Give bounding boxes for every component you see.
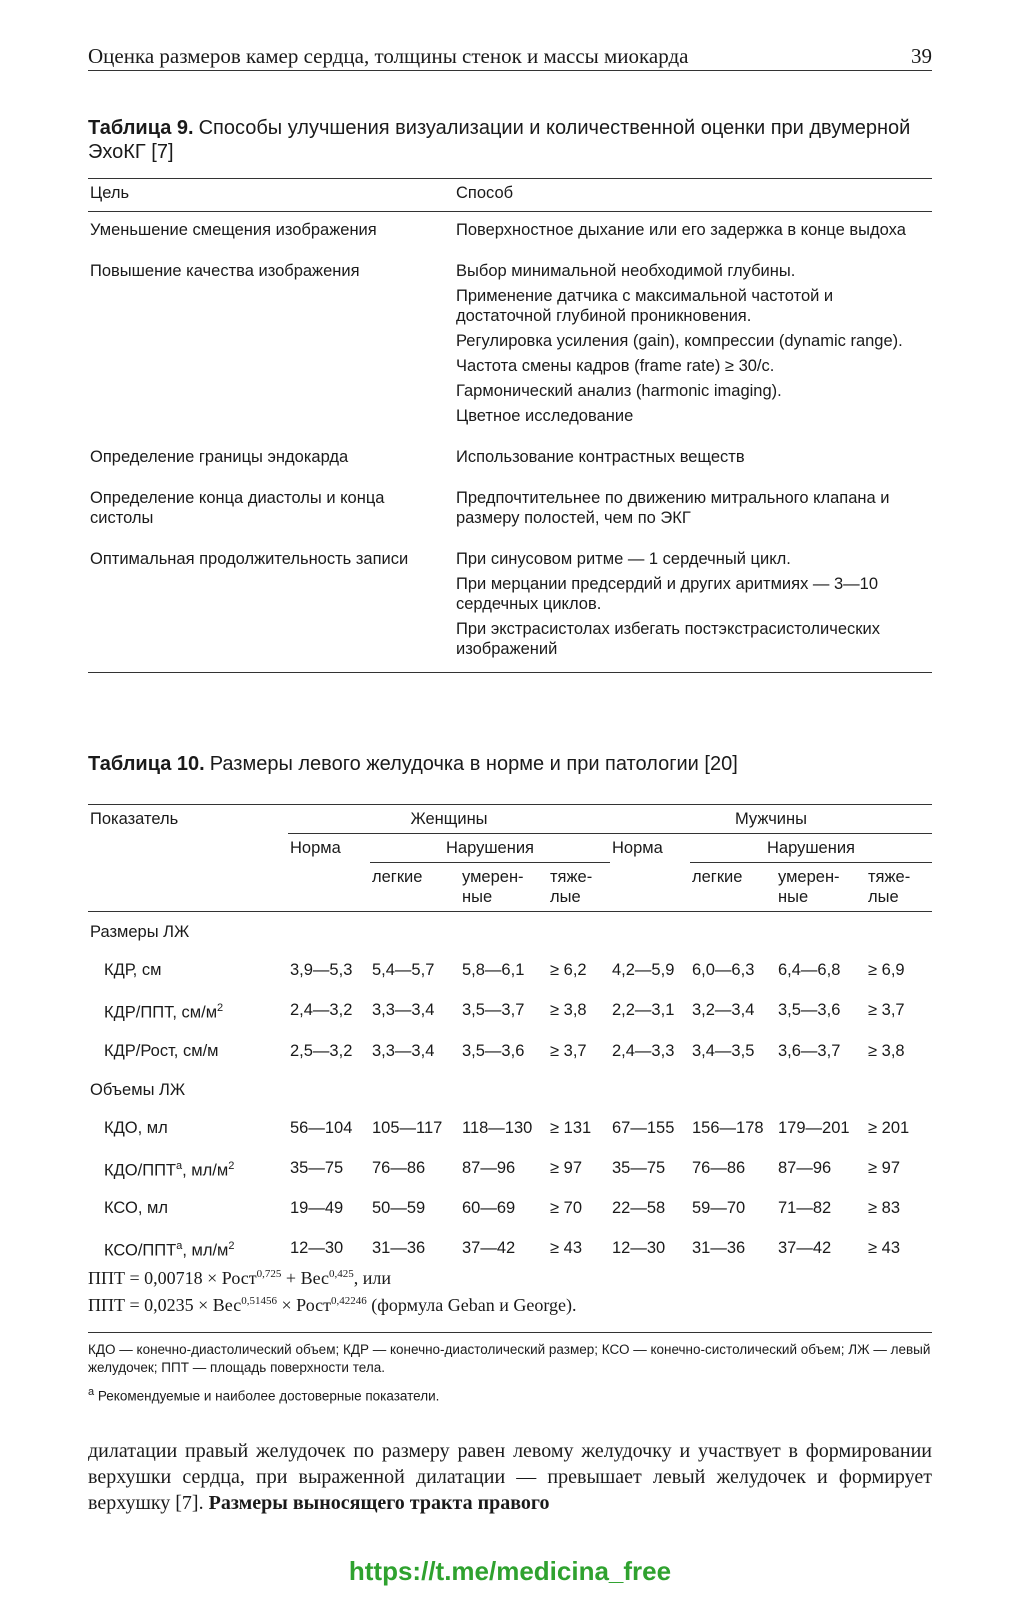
table10-women-severe: тяже-лые [550,868,593,906]
row-label-footnote-mark: а [176,1159,183,1172]
table10-value-cell: 2,4—3,3 [612,1041,675,1060]
table9-method-cell [454,480,932,541]
table10-value-cell: 71—82 [778,1199,832,1217]
formula-1-part: ППТ = 0,00718 × Рост [88,1268,257,1288]
table10-women-disorders: Нарушения [370,834,610,863]
table10-value-cell: 5,4—5,7 [372,961,435,979]
table10-value-cell: 3,9—5,3 [290,961,353,979]
row-label-text: КДО/ППТ [104,1161,177,1179]
table10-value-cell: 2,4—3,2 [290,1001,353,1020]
table9-method-item: Применение датчика с максимальной частотой и достаточной глубиной проникновения. [456,287,834,325]
table10-value-cell: ≥ 70 [550,1199,582,1217]
table10-men-severe: тяже-лые [868,868,911,906]
table10-value-cell: ≥ 6,2 [550,961,587,979]
table10-value-cell: ≥ 6,9 [868,961,905,979]
table9-method-item: Выбор минимальной необходимой глубины. [456,262,796,280]
table10-row-label [88,1147,288,1190]
table10-notes [88,1332,932,1412]
table10-value-cell: 4,2—5,9 [612,961,675,979]
table10-row [88,1109,932,1147]
table10-women-norm: Норма [290,839,341,857]
table10-value-cell: 12—30 [290,1239,344,1258]
table9-method-item: При синусовом ритме — 1 сердечный цикл. [456,550,791,568]
table10-value-cell: 3,6—3,7 [778,1041,841,1060]
table9-row [88,439,932,480]
table9-method-item: При мерцании предсердий и других аритмиях — 3—10 сердечных циклов. [456,575,879,613]
table10-value-cell: 3,5—3,7 [462,1001,525,1020]
table10-value-cell: 87—96 [778,1158,832,1177]
table10-value-cell: 31—36 [692,1239,746,1258]
table10-value-cell: 3,5—3,6 [462,1041,525,1060]
table9-method-item: Частота смены кадров (frame rate) ≥ 30/с. [456,357,775,375]
table10-value-cell: 6,4—6,8 [778,961,841,979]
table10-value-cell: ≥ 43 [868,1239,900,1258]
table9-method-cell [454,253,932,439]
table10-row-label [88,989,288,1032]
table10-value-cell: 87—96 [462,1158,516,1177]
table9-goal-cell: Уменьшение смещения изображения [90,221,377,239]
table10-row [88,1032,932,1070]
table10-value-cell: 3,3—3,4 [372,1001,435,1020]
footnote-a [88,1383,932,1406]
formula-1-exp: 0,425 [329,1268,354,1280]
row-label-unit: , мл/м [182,1241,229,1260]
table9-caption [88,116,932,164]
running-title: Оценка размеров камер сердца, толщины стенок и массы миокарда [88,44,689,68]
table10-value-cell: 59—70 [692,1199,746,1217]
formula-1-part: + Вес [281,1268,330,1288]
table10-value-cell: 179—201 [778,1118,850,1137]
formula-2 [88,1289,932,1317]
table10-value-cell: ≥ 83 [868,1199,900,1217]
row-label-text: КДР/ППТ, см/м [104,1003,218,1022]
table10-value-cell: 22—58 [612,1199,666,1217]
table10-row-label [88,951,288,989]
row-label-text: КСО, мл [104,1199,168,1217]
table10-group-row [88,912,932,952]
row-label-text: КДО, мл [104,1118,168,1137]
table10-group-title: Размеры ЛЖ [90,923,190,941]
table10-caption [88,752,932,776]
table10-value-cell: 3,2—3,4 [692,1001,755,1020]
formula-1-exp: 0,725 [256,1268,282,1280]
formula-2-part: (формула Geban и George). [366,1295,577,1315]
formula-1-part: , или [353,1268,392,1288]
table10-women-mild: легкие [372,868,423,886]
table9-label: Таблица 9. [88,117,194,139]
formula-2-part: ППТ = 0,0235 × Вес [88,1295,242,1315]
table10-value-cell: 3,5—3,6 [778,1001,841,1020]
table10-value-cell: 35—75 [612,1158,666,1177]
row-label-unit-exponent: 2 [217,1002,224,1014]
table10-value-cell: ≥ 43 [550,1239,582,1258]
row-label-unit: , мл/м [182,1161,229,1179]
table10-row [88,1189,932,1227]
table10-value-cell: ≥ 131 [550,1118,592,1137]
table10-value-cell: 76—86 [692,1158,746,1177]
table9-method-cell [454,212,932,254]
table10-value-cell: 118—130 [462,1118,533,1137]
table9-row [88,541,932,673]
telegram-link[interactable]: https://t.me/medicina_free [348,1556,672,1586]
body-text: дилатации правый желудочек по размеру равен левому желудочку и участвует в формировании верхушки сердца, при выраженной дилатации — превышает левый желудочек и формирует верхушку [7]. [88,1440,932,1514]
table9-goal-cell: Оптимальная продолжительность записи [90,550,409,568]
formula-1 [88,1262,932,1290]
table10-value-cell: 12—30 [612,1239,666,1258]
table10-value-cell: 37—42 [778,1239,832,1258]
table10-men-norm: Норма [612,839,663,857]
table10-value-cell: 3,4—3,5 [692,1041,755,1060]
table10-value-cell: 31—36 [372,1239,426,1258]
table9-row [88,253,932,439]
table10-value-cell: 156—178 [692,1118,764,1137]
table9-col-goal: Цель [90,184,130,202]
table10-value-cell: ≥ 201 [868,1118,910,1137]
body-paragraph [88,1438,932,1516]
footnote-text: Рекомендуемые и наиболее достоверные показатели. [94,1388,440,1404]
table9-goal-cell: Определение конца диастолы и конца систолы [90,489,385,527]
table10 [88,804,932,1270]
table9-method-item: Предпочтительнее по движению митрального клапана и размеру полостей, чем по ЭКГ [456,489,890,527]
table10-value-cell: 19—49 [290,1199,344,1217]
table9-method-item: Гармонический анализ (harmonic imaging). [456,382,782,400]
row-label-footnote-mark: а [176,1240,183,1252]
table9-goal-cell: Определение границы эндокарда [90,448,349,466]
table10-value-cell: 105—117 [372,1118,443,1137]
table10-group-title: Объемы ЛЖ [90,1080,186,1099]
table10-label: Таблица 10. [88,753,205,775]
table10-men-moderate: умерен-ные [778,868,840,906]
table9-method-cell [454,439,932,480]
table10-value-cell: ≥ 3,7 [868,1001,905,1020]
table10-col-men: Мужчины [610,805,932,834]
abbreviations-note: КДО — конечно-диастолический объем; КДР — конечно-диастолический размер; КСО — конечно-систолический объем; ЛЖ — левый желудочек; ППТ — площадь поверхности тела. [88,1342,931,1375]
formula-2-exp: 0,42246 [331,1295,367,1307]
row-label-unit-exponent: 2 [228,1240,235,1252]
table10-value-cell: 2,2—3,1 [612,1001,675,1020]
running-header [88,44,932,71]
table10-value-cell: ≥ 3,8 [868,1041,905,1060]
table10-group-row [88,1070,932,1109]
body-bold-heading: Размеры выносящего тракта правого [208,1492,550,1514]
table10-caption-text: Размеры левого желудочка в норме и при патологии [20] [209,753,738,775]
table10-col-indicator: Показатель [90,810,179,828]
row-label-text: КДР, см [104,961,162,979]
table10-value-cell: 37—42 [462,1239,516,1258]
table10-value-cell: 56—104 [290,1118,353,1137]
table9-row [88,212,932,254]
table10-women-moderate: умерен-ные [462,868,524,906]
table9-method-item: Цветное исследование [456,407,634,425]
table10-value-cell: ≥ 3,8 [550,1001,587,1020]
table9-method-item: Использование контрастных веществ [456,448,745,466]
table9-col-method: Способ [456,184,514,202]
table10-value-cell: 35—75 [290,1158,344,1177]
table10-value-cell: 50—59 [372,1199,426,1217]
table10-men-mild: легкие [692,868,743,886]
table9-method-item: При экстрасистолах избегать постэкстрасистолических изображений [456,620,880,658]
table10-value-cell: ≥ 97 [868,1158,900,1177]
table10-value-cell: 76—86 [372,1158,426,1177]
table10-row [88,989,932,1032]
formula-2-part: × Рост [276,1295,332,1315]
table10-row [88,951,932,989]
row-label-unit-exponent: 2 [228,1159,235,1172]
table10-value-cell: 3,3—3,4 [372,1041,435,1060]
table10-row-label [88,1109,288,1147]
row-label-text: КДР/Рост, см/м [104,1041,219,1060]
table10-row [88,1147,932,1190]
table10-value-cell: 5,8—6,1 [462,961,525,979]
table10-value-cell: 6,0—6,3 [692,961,755,979]
table10-value-cell: 60—69 [462,1199,516,1217]
footnote-mark: а [88,1386,95,1398]
table10-value-cell: ≥ 97 [550,1158,582,1177]
table9 [88,178,932,673]
table10-men-disorders: Нарушения [690,834,932,863]
table10-col-women: Женщины [288,805,610,834]
table9-caption-text: Способы улучшения визуализации и количественной оценки при двумерной ЭхоКГ [7] [88,117,911,163]
table9-method-item: Регулировка усиления (gain), компрессии (dynamic range). [456,332,903,350]
table9-method-cell [454,541,932,673]
row-label-text: КСО/ППТ [104,1241,177,1260]
table9-method-item: Поверхностное дыхание или его задержка в конце выдоха [456,221,906,239]
table9-goal-cell: Повышение качества изображения [90,262,360,280]
page-number: 39 [911,44,932,68]
table10-value-cell: 2,5—3,2 [290,1041,353,1060]
table9-row [88,480,932,541]
table10-row-label [88,1032,288,1070]
table10-value-cell: 67—155 [612,1118,675,1137]
table10-value-cell: ≥ 3,7 [550,1041,587,1060]
table10-row-label [88,1189,288,1227]
formula-2-exp: 0,51456 [241,1295,277,1307]
